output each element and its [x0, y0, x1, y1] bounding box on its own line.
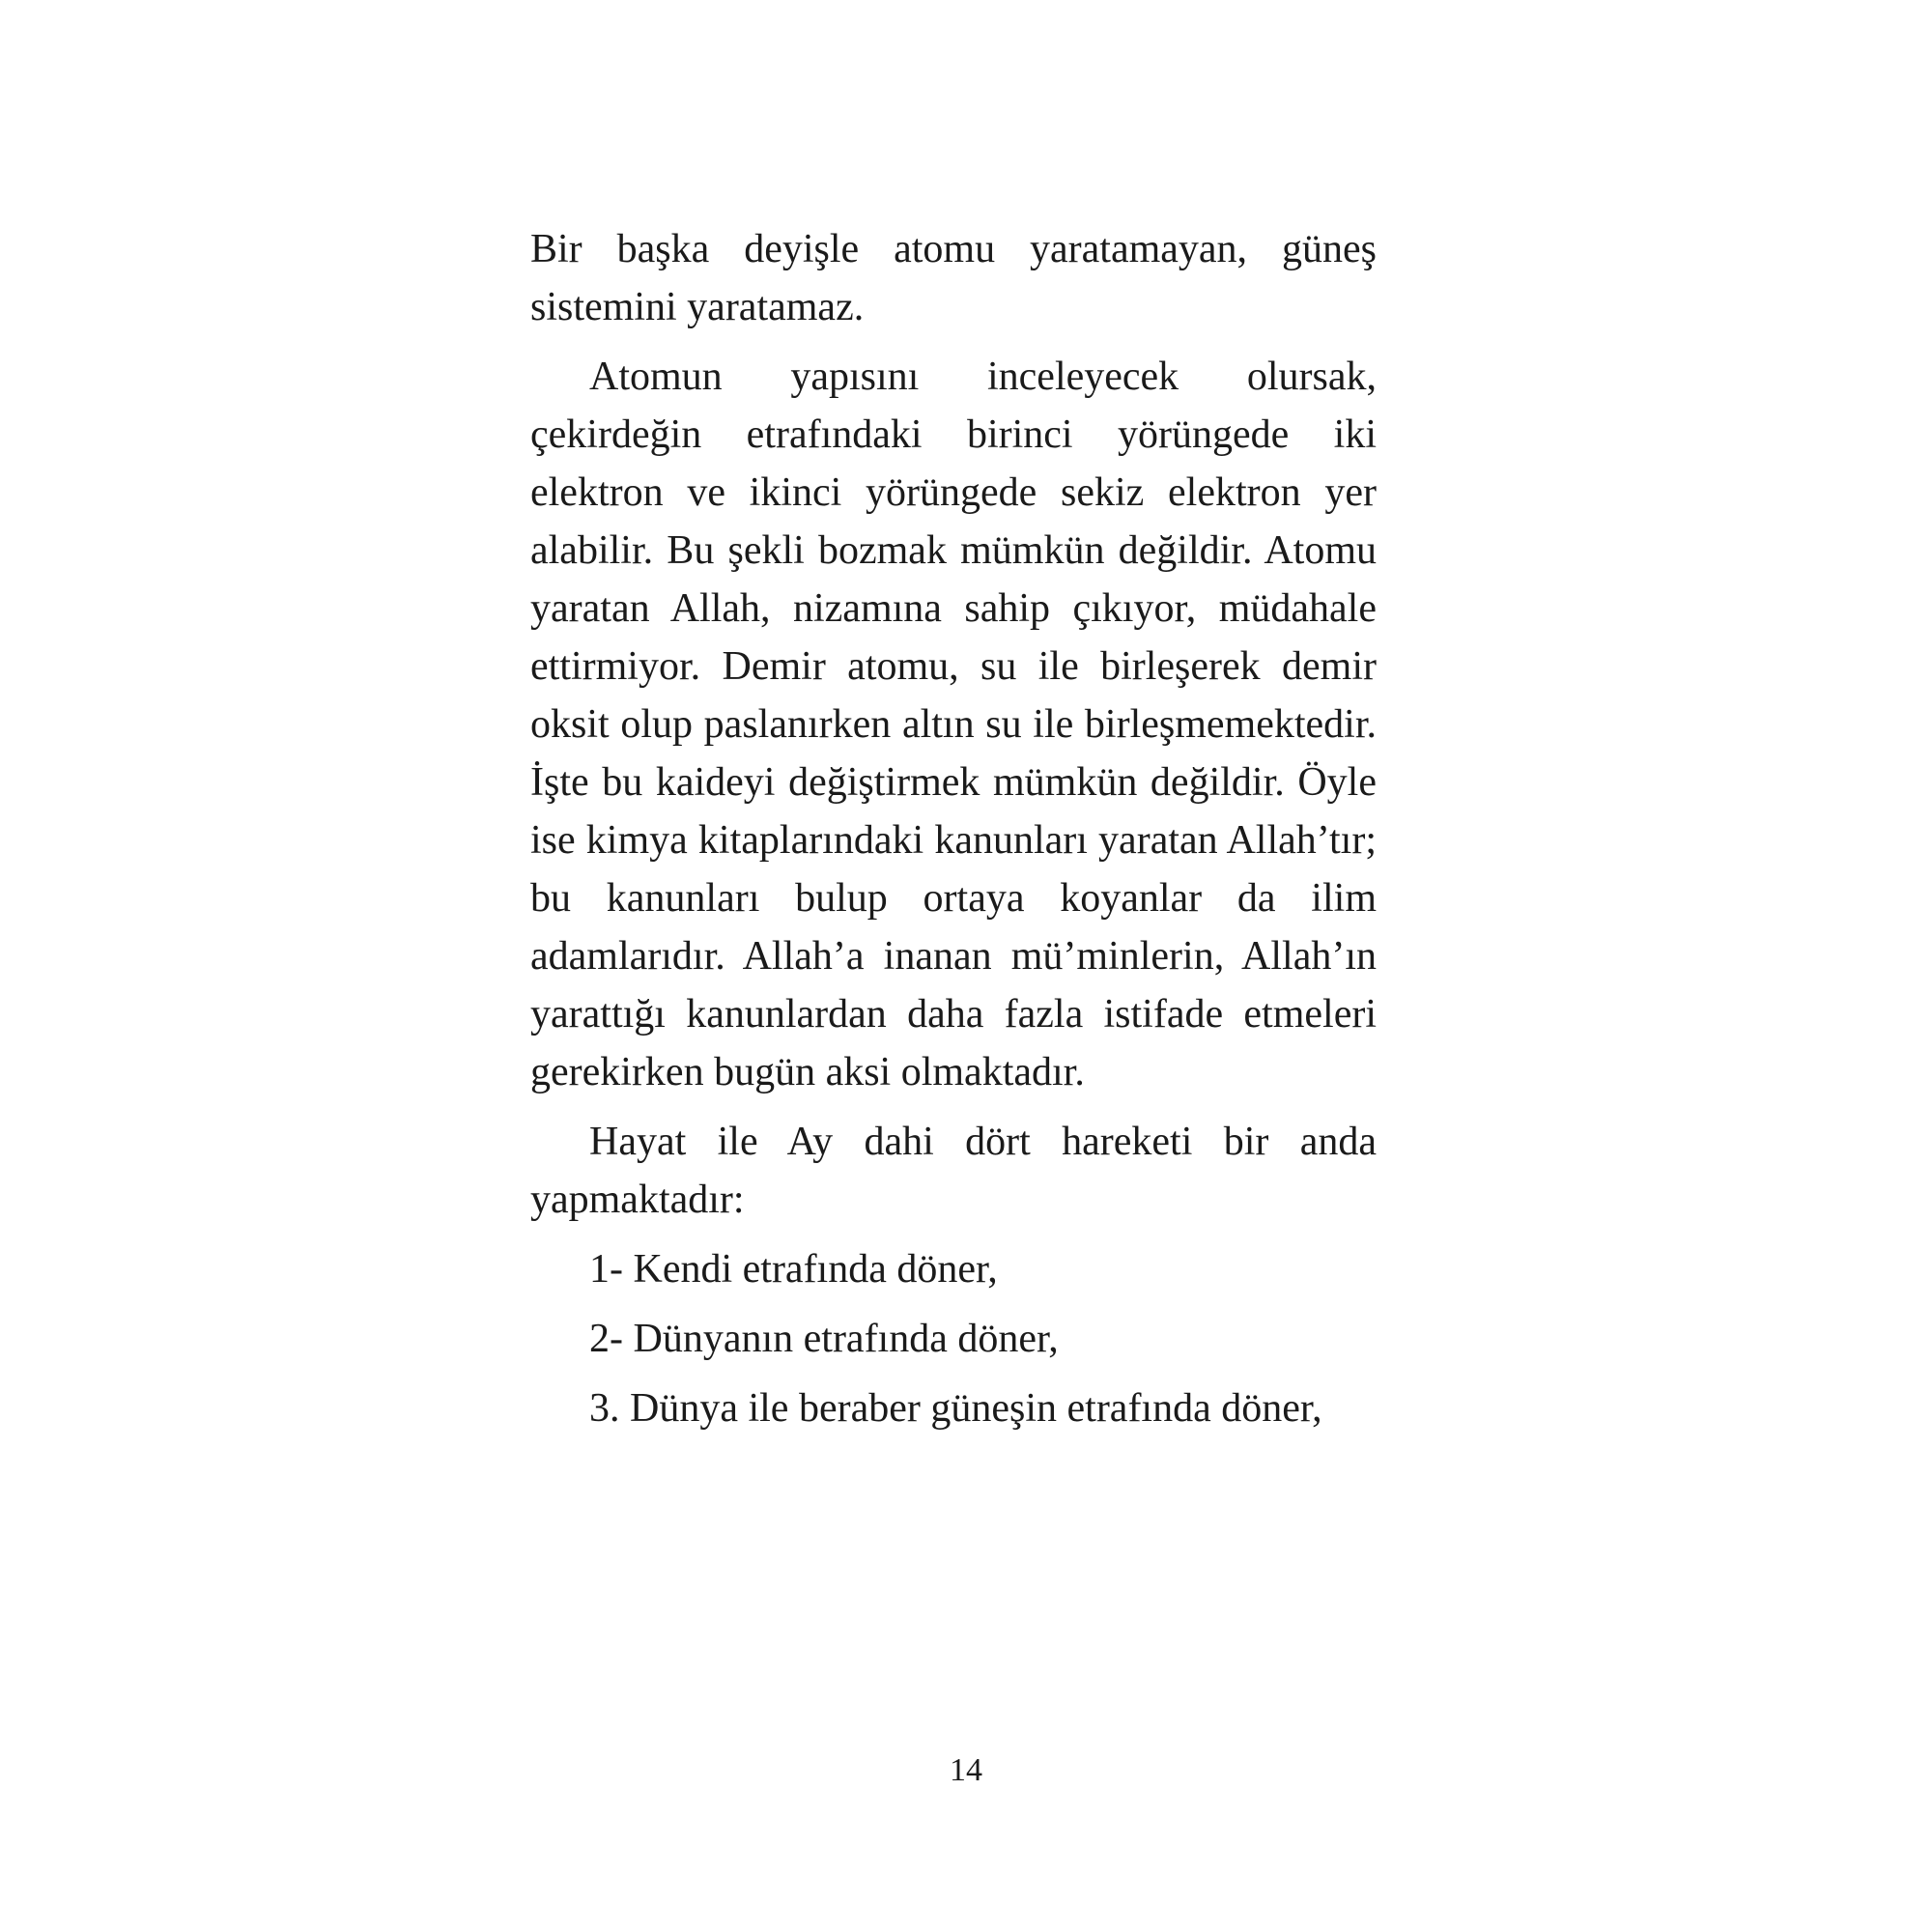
page-body: [530, 220, 1377, 1449]
paragraph: Bir başka deyişle atomu yaratamayan, güneş sistemini yaratamaz.: [530, 227, 1377, 329]
paragraph: Atomun yapısını inceleyecek olursak, çekirdeğin etrafındaki birinci yörüngede iki elektron ve ikinci yörüngede sekiz elektron yer alabilir. Bu şekli bozmak mümkün değildir. Atomu yaratan Allah, nizamına sahip çıkıyor, müdahale ettirmiyor. Demir atomu, su ile birleşerek demir oksit olup paslanırken altın su ile birleşmemektedir. İşte bu kaideyi değiştirmek mümkün değildir. Öyle ise kimya kitaplarındaki kanunları yaratan Allah’tır; bu kanunları bulup ortaya koyanlar da ilim adamlarıdır. Allah’a inanan mü’minlerin, Allah’ın yarattığı kanunlardan daha fazla istifade etmeleri gerekirken bugün aksi olmaktadır.: [530, 355, 1377, 1094]
list-item: 1- Kendi etrafında döner,: [589, 1247, 998, 1292]
paragraph: Hayat ile Ay dahi dört hareketi bir anda yapmaktadır:: [530, 1120, 1377, 1222]
list-item: 2- Dünyanın etrafında döner,: [589, 1317, 1059, 1361]
page-number: 14: [950, 1752, 982, 1788]
list-item: 3. Dünya ile beraber güneşin etrafında döner,: [589, 1386, 1322, 1431]
